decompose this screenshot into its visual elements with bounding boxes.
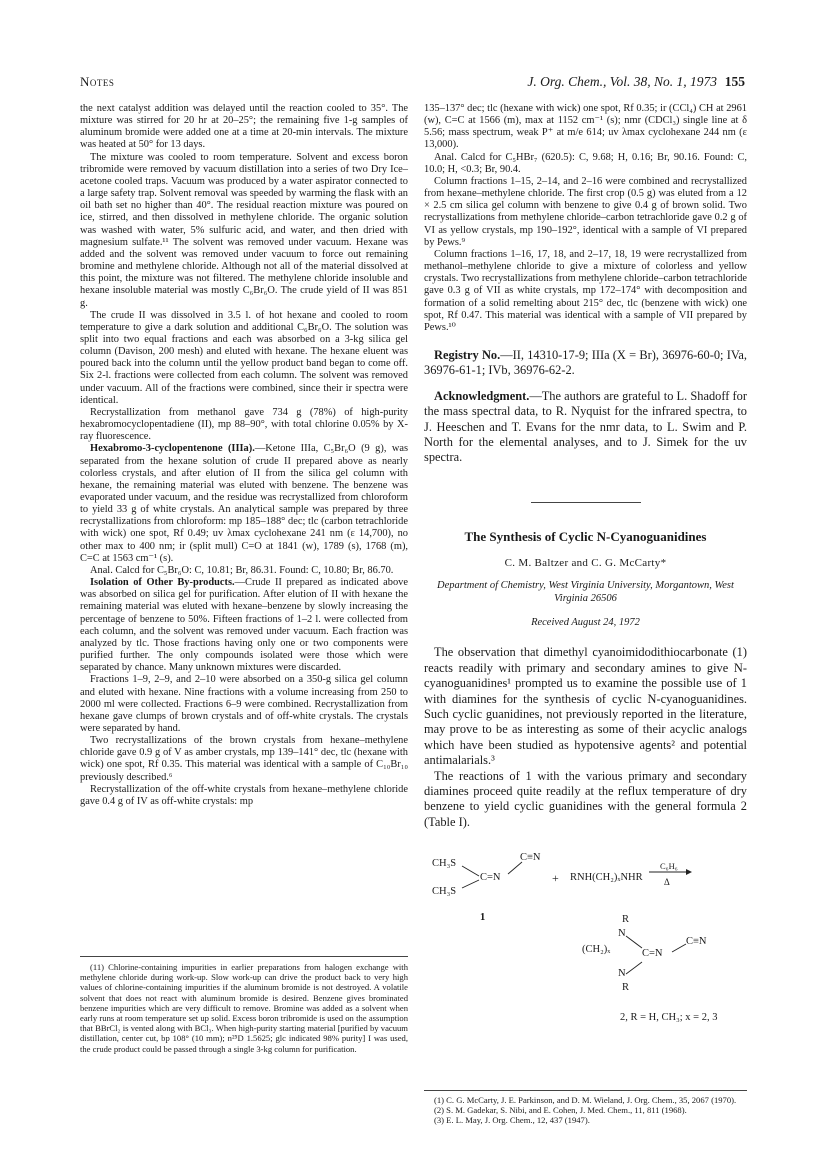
- methylthio-top: CH₃S: [432, 858, 457, 870]
- acknowledgment: [424, 389, 747, 466]
- paragraph: 135–137° dec; tlc (hexane with wick) one spot, Rf 0.35; ir (CCl₄) CH at 2961 (w), C=C at 1566 (m), max at 1152 cm⁻¹ (s); nmr (CDCl₃) single line at δ 5.56; mass spectrum, weak P⁺ at m/e 614; uv λmax cyclohexane 244 nm (ε 13,000).: [424, 103, 747, 151]
- article-separator: [531, 502, 641, 503]
- paragraph: the next catalyst addition was delayed until the reaction cooled to 35°. The mixture was stirred for 20 hr at 20–25°; the remaining five 1-g samples of aluminum bromide were added one at a time at 20-min intervals. The mixture was heated at 50° for 13 days.: [80, 103, 408, 151]
- paragraph: Anal. Calcd for C₅HBr₇ (620.5): C, 9.68; H, 0.16; Br, 90.16. Found: C, 10.0; H, <0.3; Br, 90.4.: [424, 151, 747, 175]
- paragraph: The mixture was cooled to room temperature. Solvent and excess boron tribromide were removed by vacuum distillation into a series of two Dry Ice–acetone cooled traps. Vacuum was produced by a water aspirator connected to a large safety trap. Solvent removal was speeded by warming the flask with an oil bath set no higher than 40°. The residual reaction mixture was poured on ice, stirred, and then dissolved in methylene chloride. The organic solution was washed with water, 5% sulfuric acid, and water, and then dried with magnesium sulfate.¹¹ The solvent was removed under vacuum. Hexane was added and the solvent was removed under vacuum to force out remaining bromine and methylene chloride. Although not all of the material dissolved at this point, the mixture was not filtered. The methylene chloride insoluble and hexane insoluble material was mostly C₆Br₆O. The crude yield of II was 851 g.: [80, 151, 408, 309]
- ack-text: —The authors are grateful to L. Shadoff for the mass spectral data, to R. Nyquist for the infrared spectra, to J. Heeschen and T. Evans for the nmr data, to L. Swim and P. North for the elemental analyses, and to J. Simek for the uv spectra.: [424, 388, 747, 465]
- nitrile-group: C≡N: [520, 852, 541, 864]
- subsection-heading: Hexabromo-3-cyclopentenone (IIIa).: [90, 443, 255, 455]
- article-body: [424, 645, 747, 830]
- subsection-heading: Isolation of Other By-products.: [90, 577, 235, 589]
- ring-nitrogen-bottom: N: [618, 968, 626, 980]
- diamine-reagent: RNH(CH₂)ₓNHR: [570, 872, 643, 884]
- substituent-r-top: R: [622, 914, 630, 926]
- page-number: 155: [724, 74, 745, 89]
- ring-nitrogen-top: N: [618, 928, 626, 940]
- section-label: Notes: [80, 74, 115, 89]
- heat-label: Δ: [664, 877, 670, 888]
- paragraph: Anal. Calcd for C₅Br₆O: C, 10.81; Br, 86.31. Found: C, 10.80; Br, 86.70.: [90, 564, 394, 576]
- solvent-label: C₆H₆: [660, 861, 678, 872]
- paragraph: Column fractions 1–15, 2–14, and 2–16 were combined and recrystallized from hexane–methylene chloride. The first crop (0.5 g) was eluted from a 12 × 2.5 cm silica gel column with benzene to give 0.4 g of brown solid. Two recrystallizations from methylene chloride–carbon tetrachloride gave 0.2 g of VI as yellow crystals, mp 190–192°, identical with a sample of VI prepared by Pews.⁹: [424, 175, 747, 248]
- paragraph: The reactions of 1 with the various primary and secondary diamines proceed quite readily at the reflux temperature of dry benzene to yield cyclic guanidines with the general formula 2 (Table I).: [424, 768, 747, 829]
- reference: (1) C. G. McCarty, J. E. Parkinson, and D. M. Wieland, J. Org. Chem., 35, 2067 (1970).: [434, 1095, 737, 1105]
- footnote: (11) Chlorine-containing impurities in earlier preparations from halogen exchange with methylene chloride during work-up. Slow work-up can drive the product back to very high values of chlorine-containing impurities if the aluminum bromide is not destroyed. A volatile solvent that does not react with aluminum bromide is desired. Benzene gives brominated benzene impurities which are very difficult to remove. Bromine was added as a solvent when early runs at room temperature set up solid. Excess boron tribromide is used on the assumption that BBrCl₂ is vented along with BCl₃. When high-purity starting material [purified by vacuum distillation, center cut, bp 108° (10 mm); n²⁵D 1.5625; glc indicated 98% purity] I was used, the crude product could be passed through a single 3-kg column for purification.: [80, 962, 408, 1054]
- carbonimidate-center: C=N: [480, 872, 501, 884]
- paragraph: Recrystallization of the off-white crystals from hexane–methylene chloride gave 0.4 g of IV as off-white crystals: mp: [80, 783, 408, 807]
- article-authors: C. M. Baltzer and C. G. McCarty*: [504, 556, 667, 569]
- journal-citation: J. Org. Chem., Vol. 38, No. 1, 1973: [527, 74, 717, 89]
- paragraph: [80, 577, 408, 674]
- paragraph: [80, 443, 408, 565]
- methylene-chain: (CH₂)ₓ: [582, 944, 611, 956]
- footnote-rule: [424, 1090, 747, 1091]
- left-footnotes: [80, 956, 408, 1054]
- registry-heading: Registry No.: [434, 347, 501, 362]
- reaction-scheme: [424, 836, 747, 1046]
- reference: (3) E. L. May, J. Org. Chem., 12, 437 (1947).: [434, 1115, 590, 1126]
- right-footnotes: [424, 1090, 747, 1126]
- running-head: [80, 74, 745, 94]
- substituent-r-bottom: R: [622, 982, 630, 994]
- paragraph: The crude II was dissolved in 3.5 l. of hot hexane and cooled to room temperature to give a dark solution and additional C₆Br₆O. The solution was split into two equal fractions and each was absorbed on a 3-kg silica gel column (Davison, 200 mesh) and eluted with hexane. The hexane eluent was poured back into the column until the yellow product band began to come off. Six 2-l. fractions were collected from each column. The solvent was removed under vacuum. All of the fractions were combined, since their ir spectra were identical.: [80, 309, 408, 406]
- paragraph: The observation that dimethyl cyanoimidodithiocarbonate (1) reacts readily with primary and secondary amines to give N-cyanoguanidines¹ prompted us to examine the possible use of 1 with diamines for the synthesis of cyclic N-cyanoguanidines. Such cyclic guanidines, not previously reported in the literature, may prove to be as interesting as some of their acyclic analogs which have been studied as hypotensive agents² and potential antimalarials.³: [424, 645, 747, 768]
- right-column: [424, 103, 747, 1046]
- compound-2-label: 2, R = H, CH₃; x = 2, 3: [620, 1012, 718, 1024]
- compound-1-label: 1: [480, 912, 486, 924]
- paragraph: Column fractions 1–16, 17, 18, and 2–17, 18, 19 were recrystallized from methanol–methylene chloride to give a mixture of colorless and yellow crystals. Two recrystallizations from methylene chloride–carbon tetrachloride gave 0.3 g of VII as white crystals, mp 172–174° with decomposition and formation of a solid remelting about 215° dec, tlc (benzene with wick) one spot, Rf 0.47. This material was identical with a sample of VII prepared by Pews.¹⁰: [424, 248, 747, 333]
- received-date: Received August 24, 1972: [531, 617, 640, 629]
- registry-text: —II, 14310-17-9; IIIa (X = Br), 36976-60-0; IVa, 36976-61-1; IVb, 36976-62-2.: [424, 347, 747, 378]
- registry-numbers: [424, 348, 747, 379]
- methylthio-bottom: CH₃S: [432, 886, 457, 898]
- paragraph-text: —Crude II prepared as indicated above was absorbed on silica gel for purification. After elution of II with hexane the remaining material was eluted with hexane–benzene by slowly increasing the percentage of benzene to 50%. Fifteen fractions of 1–2 l. were collected from each column, and the solvent was removed under vacuum. Each fraction was analyzed by tlc. Those fractions having only one or two components were purified further. The only compounds isolated were those which were separated by chance. Many unknown mixtures were discarded.: [80, 577, 408, 674]
- guanidine-carbon: C=N: [642, 948, 663, 960]
- nitrile-group-product: C≡N: [686, 936, 707, 948]
- left-column: [80, 103, 408, 808]
- reference: (2) S. M. Gadekar, S. Nibi, and E. Cohen, J. Med. Chem., 11, 811 (1968).: [434, 1105, 687, 1116]
- plus-sign: +: [552, 871, 559, 886]
- paragraph: Fractions 1–9, 2–9, and 2–10 were absorbed on a 350-g silica gel column and eluted with hexane. Nine fractions with a volume increasing from 250 to 2000 ml were collected. Fractions 6–9 were combined. Recrystallization from hexane gave clumps of brown crystals and of off-white crystals. The crystals were separated by hand.: [80, 674, 408, 734]
- article-title: The Synthesis of Cyclic N-Cyanoguanidines: [464, 528, 707, 544]
- paragraph: Two recrystallizations of the brown crystals from hexane–methylene chloride gave 0.9 g of V as amber crystals, mp 139–141° dec, tlc (hexane with wick) one spot, Rf 0.35. This material was identical with a sample of C₁₀Br₁₀ previously described.⁶: [80, 735, 408, 783]
- footnote-rule: [80, 956, 408, 957]
- article-affiliation: Department of Chemistry, West Virginia University, Morgantown, West Virginia 26506: [437, 580, 734, 605]
- ack-heading: Acknowledgment.: [434, 388, 530, 403]
- paragraph-text: —Ketone IIIa, C₅Br₆O (9 g), was separated from the hexane solution of crude II prepared above as nearly colorless crystals, and after elution of II from the silica gel column with hexane, the remaining material was eluted with benzene. The benzene was evaporated under vacuum, and the residue was recrystallized from chloroform to yield 33 g of white crystals. An analytical sample was prepared by three recrystallizations from chloroform: mp 185–188° dec; tlc (carbon tetrachloride with wick) one spot, Rf 0.49; uv λmax cyclohexane 241 nm (ε 14,700), no other max to 400 nm; ir (split mull) C=O at 1841 (w), 1789 (s), 1768 (m), C=C at 1563 cm⁻¹ (s).: [80, 443, 408, 564]
- paragraph: Recrystallization from methanol gave 734 g (78%) of high-purity hexabromocyclopentadiene (II), mp 88–90°, with total chlorine 0.05% by X-ray fluorescence.: [80, 406, 408, 443]
